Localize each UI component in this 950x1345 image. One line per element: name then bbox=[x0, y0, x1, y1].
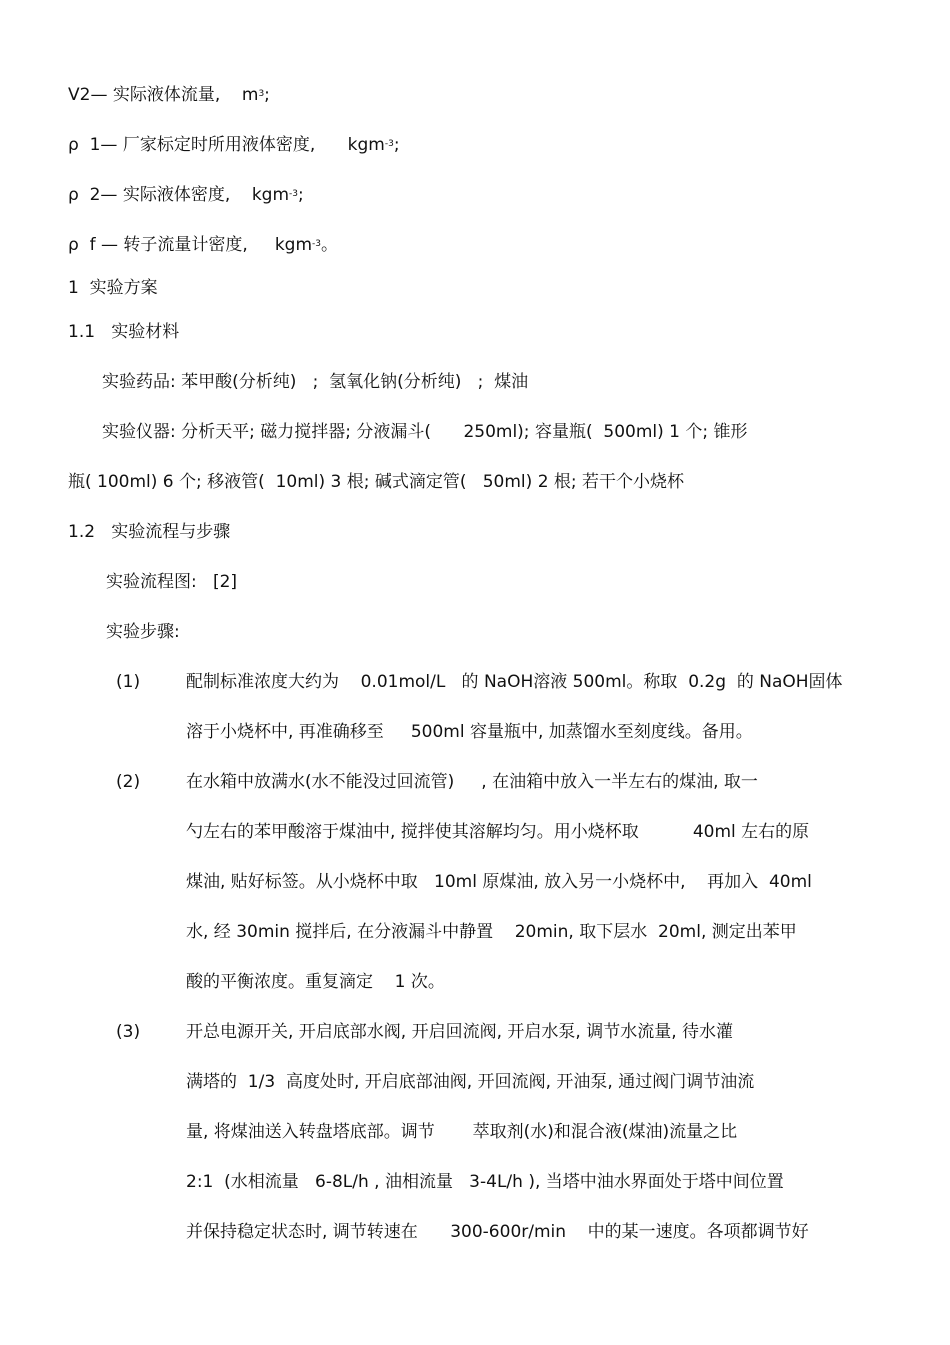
step-line: 溶于小烧杯中, 再准确移至 500ml 容量瓶中, 加蒸馏水至刻度线。备用。 bbox=[186, 722, 753, 742]
step-line: 酸的平衡浓度。重复滴定 1 次。 bbox=[186, 972, 445, 992]
step-line: 配制标准浓度大约为 0.01mol/L 的 NaOH溶液 500ml。称取 0.2g 的 NaOH固体 bbox=[186, 672, 843, 692]
variable-rho2 bbox=[68, 184, 304, 209]
step-line: 勺左右的苯甲酸溶于煤油中, 搅拌使其溶解均匀。用小烧杯取 40ml 左右的原 bbox=[186, 822, 810, 842]
variable-text: ρ 1— 厂家标定时所用液体密度, kgm bbox=[68, 135, 385, 155]
unit-exponent: -3 bbox=[289, 189, 299, 199]
step-line: 并保持稳定状态时, 调节转速在 300-600r/min 中的某一速度。各项都调节好 bbox=[186, 1222, 809, 1242]
step-line: 2:1 (水相流量 6-8L/h , 油相流量 3-4L/h ), 当塔中油水界面处于塔中间位置 bbox=[186, 1172, 784, 1192]
section-heading-experiment-plan: 1 实验方案 bbox=[68, 278, 158, 298]
variable-text: ρ f — 转子流量计密度, kgm bbox=[68, 235, 313, 255]
steps-label: 实验步骤: bbox=[106, 622, 180, 642]
section-heading-flow-steps: 1.2 实验流程与步骤 bbox=[68, 522, 231, 542]
punctuation: ; bbox=[298, 185, 304, 205]
step-number: (1) bbox=[116, 672, 141, 692]
step-line: 煤油, 贴好标签。从小烧杯中取 10ml 原煤油, 放入另一小烧杯中, 再加入 40ml bbox=[186, 872, 812, 892]
instruments-text-line1: 实验仪器: 分析天平; 磁力搅拌器; 分液漏斗( 250ml); 容量瓶( 500ml) 1 个; 锥形 bbox=[102, 422, 748, 442]
unit-exponent: 3 bbox=[258, 89, 265, 99]
step-line: 开总电源开关, 开启底部水阀, 开启回流阀, 开启水泵, 调节水流量, 待水灌 bbox=[186, 1022, 734, 1042]
punctuation: 。 bbox=[321, 235, 338, 255]
unit-exponent: -3 bbox=[384, 139, 394, 149]
flow-chart-label: 实验流程图: [2] bbox=[106, 572, 238, 592]
step-line: 在水箱中放满水(水不能没过回流管) , 在油箱中放入一半左右的煤油, 取一 bbox=[186, 772, 758, 792]
section-heading-materials: 1.1 实验材料 bbox=[68, 322, 180, 342]
variable-rhof bbox=[68, 234, 338, 259]
step-line: 水, 经 30min 搅拌后, 在分液漏斗中静置 20min, 取下层水 20ml, 测定出苯甲 bbox=[186, 922, 797, 942]
reagents-text: 实验药品: 苯甲酸(分析纯) ; 氢氧化钠(分析纯) ; 煤油 bbox=[102, 372, 529, 392]
step-number: (2) bbox=[116, 772, 141, 792]
variable-v2 bbox=[68, 84, 270, 109]
instruments-text-line2: 瓶( 100ml) 6 个; 移液管( 10ml) 3 根; 碱式滴定管( 50ml) 2 根; 若干个小烧杯 bbox=[68, 472, 685, 492]
variable-rho1 bbox=[68, 134, 400, 159]
variable-text: ρ 2— 实际液体密度, kgm bbox=[68, 185, 290, 205]
unit-exponent: -3 bbox=[312, 239, 321, 249]
step-line: 满塔的 1/3 高度处时, 开启底部油阀, 开回流阀, 开油泵, 通过阀门调节油流 bbox=[186, 1072, 755, 1092]
punctuation: ; bbox=[393, 135, 400, 155]
step-line: 量, 将煤油送入转盘塔底部。调节 萃取剂(水)和混合液(煤油)流量之比 bbox=[186, 1122, 738, 1142]
punctuation: ; bbox=[264, 85, 270, 105]
step-number: (3) bbox=[116, 1022, 141, 1042]
variable-text: V2— 实际液体流量, m bbox=[68, 85, 259, 105]
